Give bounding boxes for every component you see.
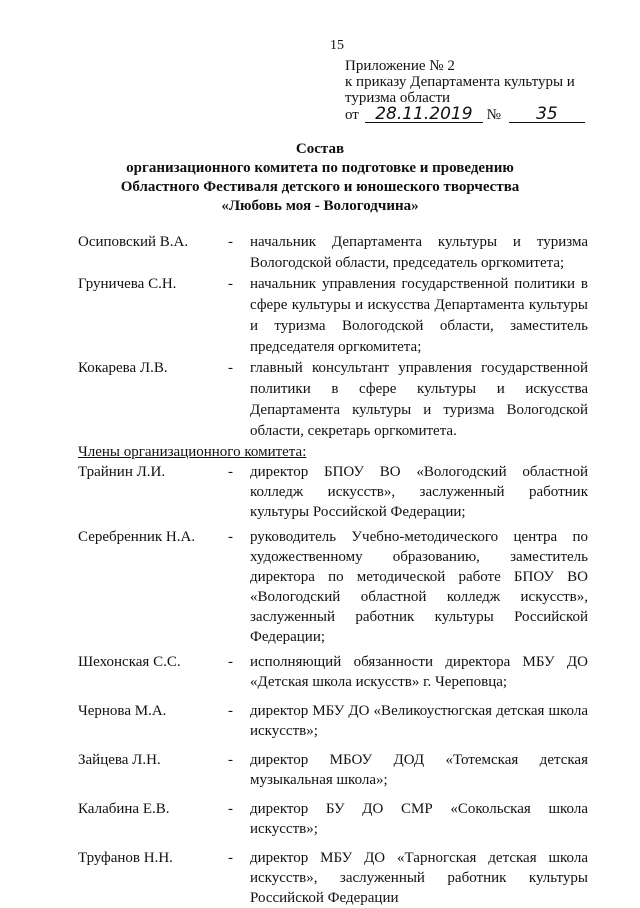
committee-list — [78, 232, 588, 908]
appendix-line-1: Приложение № 2 — [345, 58, 455, 74]
committee-row — [78, 701, 588, 741]
member-role: директор МБУ ДО «Великоустюгская детская школа искусств»; — [250, 703, 588, 739]
title-line-4: «Любовь моя - Вологодчина» — [221, 198, 419, 214]
appendix-line-2: к приказу Департамента культуры и — [345, 74, 575, 90]
member-role: руководитель Учебно-методического центра по художественному образованию, заместитель директора по методической работе БПОУ ВО «Вологодский областной колледж искусств», заслуженный работник культуры Российской Федерации; — [250, 529, 588, 645]
committee-row — [78, 652, 588, 692]
handwritten-number: 35 — [509, 106, 585, 123]
dash: - — [228, 752, 233, 768]
member-name: Трайнин Л.И. — [78, 464, 166, 480]
member-role: начальник Департамента культуры и туризма Вологодской области, председатель оргкомитета; — [250, 234, 588, 271]
document-title — [0, 140, 640, 216]
member-role: главный консультант управления государственной политики в сфере культуры и искусства Департамента культуры и туризма Вологодской области, секретарь оргкомитета. — [250, 360, 588, 439]
title-line-3: Областного Фестиваля детского и юношеского творчества — [120, 179, 520, 195]
committee-row — [78, 799, 588, 839]
committee-row — [78, 462, 588, 522]
appendix-header — [345, 58, 585, 123]
committee-row — [78, 358, 588, 442]
page-number: 15 — [330, 38, 344, 53]
dash: - — [228, 654, 233, 670]
member-name: Серебренник Н.А. — [78, 529, 196, 545]
member-name: Осиповский В.А. — [78, 234, 189, 250]
member-name: Чернова М.А. — [78, 703, 167, 719]
member-name: Шехонская С.С. — [78, 654, 181, 670]
dash: - — [228, 529, 233, 545]
dash: - — [228, 360, 233, 376]
appendix-line-3: туризма области — [345, 90, 451, 106]
committee-row — [78, 848, 588, 908]
number-label: № — [486, 107, 501, 123]
members-heading: Члены организационного комитета: — [78, 444, 307, 460]
member-role: исполняющий обязанности директора МБУ ДО «Детская школа искусств» г. Череповца; — [250, 654, 588, 690]
member-name: Зайцева Л.Н. — [78, 752, 161, 768]
handwritten-date: 28.11.2019 — [365, 106, 483, 123]
dash: - — [228, 801, 233, 817]
committee-row — [78, 527, 588, 647]
title-line-1: Состав — [295, 141, 345, 157]
member-name: Калабина Е.В. — [78, 801, 170, 817]
dash: - — [228, 703, 233, 719]
committee-row — [78, 750, 588, 790]
member-role: директор БУ ДО СМР «Сокольская школа искусств»; — [250, 801, 588, 837]
dash: - — [228, 276, 233, 292]
member-name: Труфанов Н.Н. — [78, 850, 173, 866]
member-role: директор БПОУ ВО «Вологодский областной колледж искусств», заслуженный работник культуры Российской Федерации; — [250, 464, 588, 520]
member-name: Кокарева Л.В. — [78, 360, 168, 376]
member-role: директор МБОУ ДОД «Тотемская детская музыкальная школа»; — [250, 752, 588, 788]
member-name: Груничева С.Н. — [78, 276, 177, 292]
from-label: от — [345, 107, 359, 123]
committee-row — [78, 274, 588, 358]
member-role: начальник управления государственной политики в сфере культуры и искусства Департамента культуры и туризма Вологодской области, заместитель председателя оргкомитета; — [250, 276, 588, 355]
title-line-2: организационного комитета по подготовке и проведению — [126, 160, 514, 176]
member-role: директор МБУ ДО «Тарногская детская школа искусств», заслуженный работник культуры Российской Федерации — [250, 850, 588, 906]
dash: - — [228, 464, 233, 480]
committee-row — [78, 232, 588, 274]
dash: - — [228, 234, 233, 250]
order-reference — [345, 106, 585, 123]
dash: - — [228, 850, 233, 866]
